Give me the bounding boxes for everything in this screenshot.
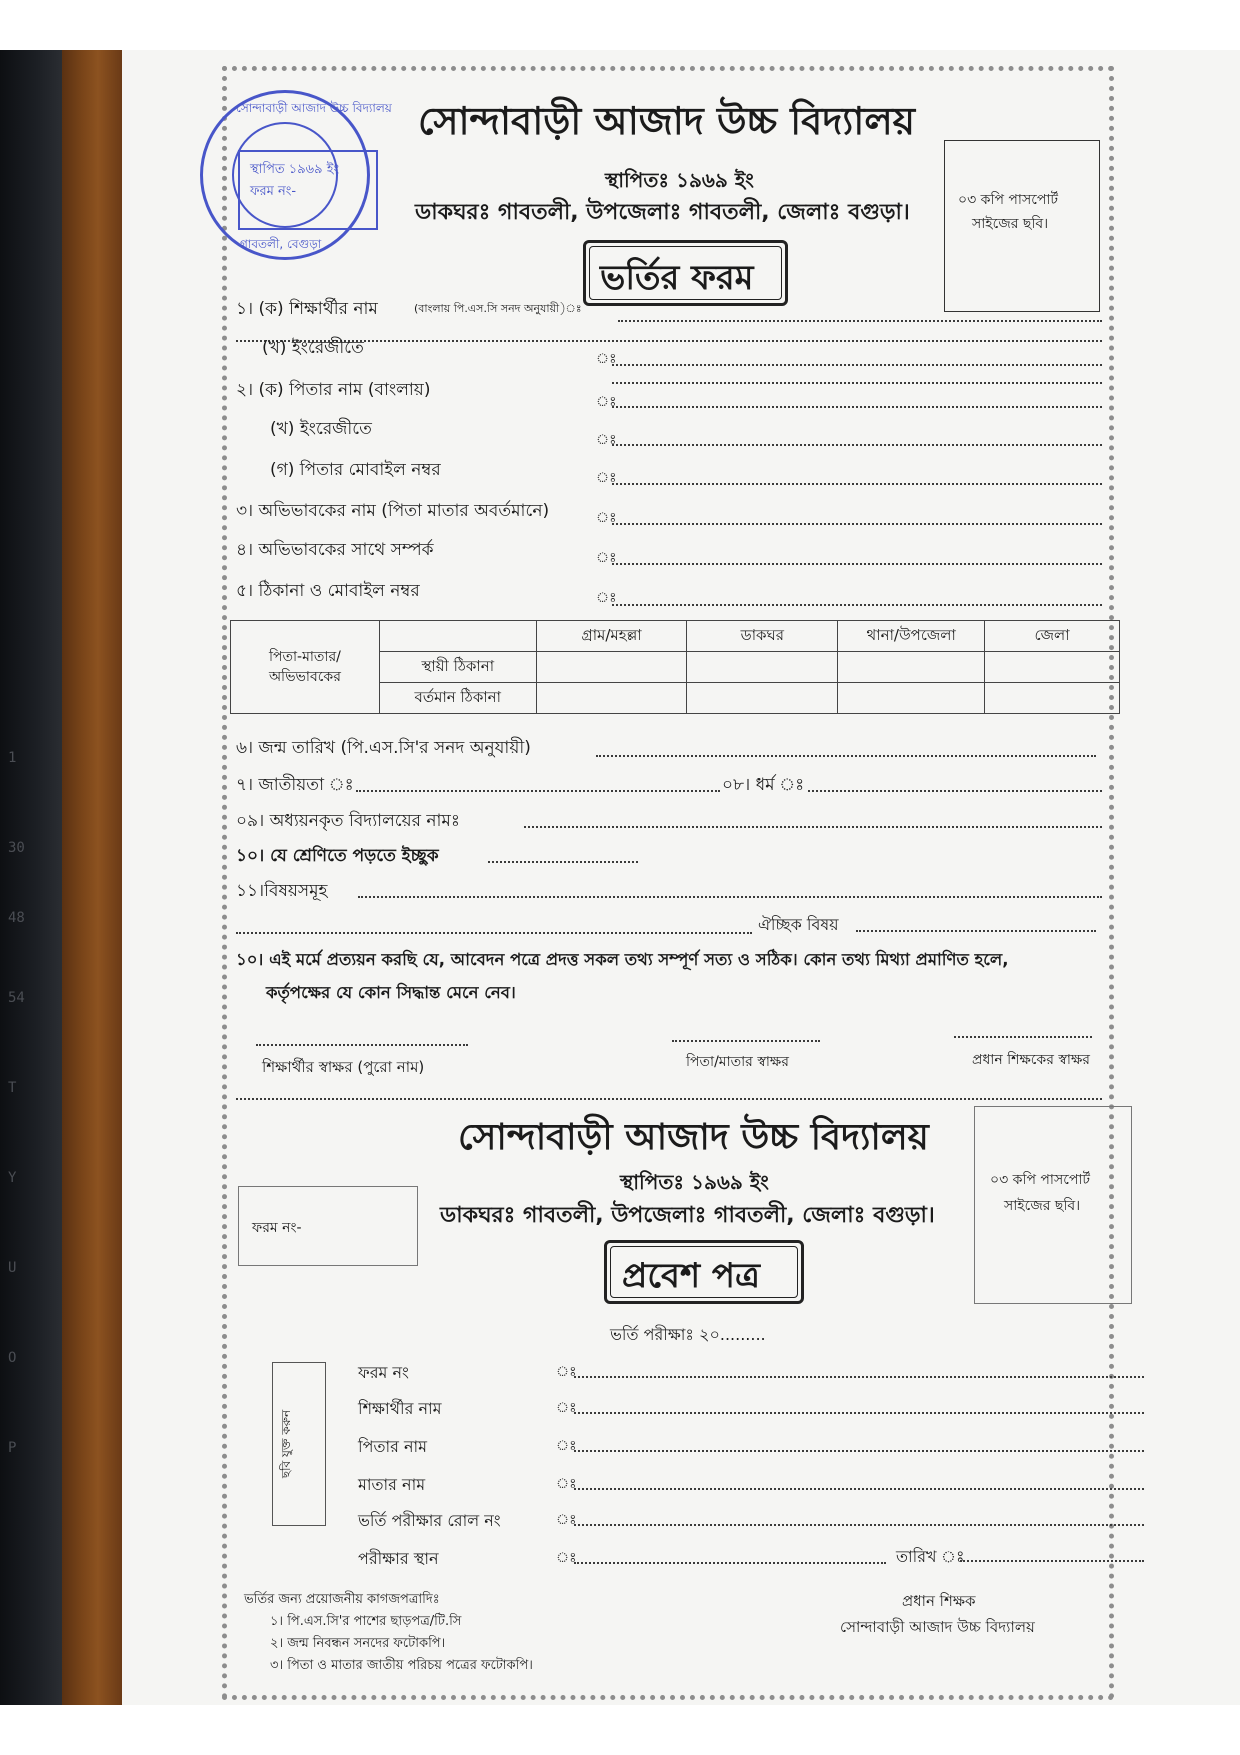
field-father-name-bn: ২। (ক) পিতার নাম (বাংলায়)	[236, 380, 431, 400]
sep: ঃ	[556, 1400, 577, 1416]
line-student-name-bn-cont[interactable]	[236, 340, 1102, 342]
field-subjects: ১১।বিষয়সমূহ	[236, 881, 328, 901]
form-title: ভর্তির ফরম	[600, 258, 754, 298]
sep: ঃ	[596, 432, 617, 448]
field-religion: ০৮। ধর্ম ঃ	[722, 775, 805, 795]
field-address-mobile: ৫। ঠিকানা ও মোবাইল নম্বর	[236, 581, 420, 601]
seal-outer-text: সোন্দাবাড়ী আজাদ উচ্চ বিদ্যালয়	[236, 101, 392, 115]
photo-box-line1: ০৩ কপি পাসপোর্ট	[958, 192, 1059, 208]
signature-parent-label: পিতা/মাতার স্বাক্ষর	[686, 1054, 789, 1070]
wooden-desk-edge	[62, 50, 122, 1705]
admit-line-mother-name[interactable]	[574, 1488, 1144, 1490]
school-name: সোন্দাবাড়ী আজাদ উচ্চ বিদ্যালয়	[418, 99, 916, 143]
sep: ঃ	[556, 1364, 577, 1380]
keyboard-area	[0, 50, 62, 1705]
admit-line-father-name[interactable]	[574, 1450, 1144, 1452]
sep: ঃ	[556, 1512, 577, 1528]
cell-permanent-village[interactable]	[536, 652, 687, 683]
line-subjects[interactable]	[358, 896, 1102, 898]
key-glyph: O	[8, 1350, 17, 1366]
cell-present-post[interactable]	[687, 683, 838, 714]
line-father-name-en[interactable]	[612, 444, 1102, 446]
signature-headmaster-label: প্রধান শিক্ষকের স্বাক্ষর	[972, 1052, 1090, 1068]
line-father-mobile[interactable]	[612, 483, 1102, 485]
admit-field-father-name: পিতার নাম	[358, 1437, 428, 1456]
key-glyph: T	[8, 1080, 17, 1096]
row-permanent-address: স্থায়ী ঠিকানা	[379, 652, 536, 683]
sep: ঃ	[596, 394, 617, 410]
line-student-name-bn[interactable]	[618, 320, 1102, 322]
admit-school-name: সোন্দাবাড়ী আজাদ উচ্চ বিদ্যালয়	[458, 1117, 929, 1158]
top-margin	[0, 0, 1240, 50]
field-student-name-bn: ১। (ক) শিক্ষার্থীর নাম	[236, 299, 378, 319]
line-student-name-en[interactable]	[612, 364, 1102, 366]
field-optional-subject: ঐচ্ছিক বিষয়	[758, 915, 839, 934]
line-nationality[interactable]	[356, 790, 720, 792]
required-doc-2: ২। জন্ম নিবন্ধন সনদের ফটোকপি।	[270, 1636, 446, 1651]
line-religion[interactable]	[808, 790, 1102, 792]
sep: ঃ	[556, 1438, 577, 1454]
field-guardian-name: ৩। অভিভাবকের নাম (পিতা মাতার অবর্তমানে)	[236, 501, 550, 521]
admit-photo-line1: ০৩ কপি পাসপোর্ট	[990, 1172, 1091, 1188]
line-father-name-bn[interactable]	[612, 406, 1102, 408]
group-label-line1: পিতা-মাতার/	[268, 649, 341, 665]
col-post-office: ডাকঘর	[687, 621, 838, 652]
address: ডাকঘরঃ গাবতলী, উপজেলাঃ গাবতলী, জেলাঃ বগুড়া।	[415, 200, 910, 225]
line-student-name-en-cont[interactable]	[612, 382, 1102, 384]
line-address-mobile[interactable]	[612, 604, 1102, 606]
admit-line-date[interactable]	[960, 1560, 1144, 1562]
signature-line-student[interactable]	[256, 1044, 468, 1046]
signature-student-label: শিক্ষার্থীর স্বাক্ষর (পুরো নাম)	[262, 1058, 425, 1076]
field-student-name-note: (বাংলায় পি.এস.সি সনদ অনুযায়ী)ঃ	[414, 302, 582, 315]
required-docs-title: ভর্তির জন্য প্রয়োজনীয় কাগজপত্রাদিঃ	[244, 1592, 440, 1607]
address-table	[230, 620, 1120, 714]
group-label-line2: অভিভাবকের	[268, 669, 341, 685]
sep: ঃ	[556, 1550, 577, 1566]
line-subjects-cont[interactable]	[236, 932, 752, 934]
declaration-line1: ১০। এই মর্মে প্রত্যয়ন করছি যে, আবেদন পত্রে প্রদত্ত সকল তথ্য সম্পূর্ণ সত্য ও সঠিক। কোন তথ্য মিথ্যা প্রমাণিত হলে,	[236, 950, 1009, 969]
key-glyph: Y	[8, 1170, 17, 1186]
headmaster-title: প্রধান শিক্ষক	[902, 1592, 976, 1610]
field-prev-school: ০৯। অধ্যয়নকৃত বিদ্যালয়ের নামঃ	[236, 811, 460, 831]
line-prev-school[interactable]	[524, 826, 1102, 828]
admit-line-roll[interactable]	[574, 1524, 1144, 1526]
required-doc-3: ৩। পিতা ও মাতার জাতীয় পরিচয় পত্রের ফটোকপি।	[270, 1658, 533, 1673]
line-guardian-relation[interactable]	[612, 563, 1102, 565]
admit-address: ডাকঘরঃ গাবতলী, উপজেলাঃ গাবতলী, জেলাঃ বগুড়া।	[440, 1203, 935, 1228]
signature-line-parent[interactable]	[672, 1040, 820, 1042]
cut-line	[236, 1098, 1102, 1100]
admit-photo-line2: সাইজের ছবি।	[1004, 1198, 1081, 1214]
cell-permanent-district[interactable]	[985, 652, 1120, 683]
key-glyph: U	[8, 1260, 17, 1276]
key-glyph: P	[8, 1440, 17, 1456]
admit-date-label: তারিখ ঃ	[896, 1547, 965, 1566]
row-present-address: বর্তমান ঠিকানা	[379, 683, 536, 714]
sep: ঃ	[596, 510, 617, 526]
key-glyph: 1	[8, 750, 17, 766]
key-glyph: 30	[8, 840, 25, 856]
seal-line1: স্থাপিত ১৯৬৯ ইং	[250, 162, 340, 177]
field-class-wanted: ১০। যে শ্রেণিতে পড়তে ইচ্ছুক	[236, 846, 439, 866]
signature-line-headmaster[interactable]	[954, 1036, 1092, 1038]
admit-line-exam-venue[interactable]	[574, 1562, 886, 1564]
sep: ঃ	[596, 470, 617, 486]
field-student-name-en: (খ) ইংরেজীতে	[262, 338, 364, 358]
cell-permanent-upazila[interactable]	[838, 652, 985, 683]
admit-line-form-no[interactable]	[574, 1376, 1144, 1378]
admit-field-roll: ভর্তি পরীক্ষার রোল নং	[358, 1511, 501, 1530]
line-guardian-name[interactable]	[612, 523, 1102, 525]
admit-field-mother-name: মাতার নাম	[358, 1475, 426, 1494]
photo-box-line2: সাইজের ছবি।	[972, 216, 1049, 232]
field-nationality: ৭। জাতীয়তা ঃ	[236, 775, 354, 795]
cell-present-village[interactable]	[536, 683, 687, 714]
cell-present-district[interactable]	[985, 683, 1120, 714]
line-class-wanted[interactable]	[488, 861, 638, 863]
sep: ঃ	[596, 590, 617, 606]
admit-field-exam-venue: পরীক্ষার স্থান	[358, 1549, 439, 1568]
cell-present-upazila[interactable]	[838, 683, 985, 714]
col-village: গ্রাম/মহল্লা	[536, 621, 687, 652]
field-father-mobile: (গ) পিতার মোবাইল নম্বর	[270, 460, 441, 480]
table-corner-cell	[379, 621, 536, 652]
admit-title: প্রবেশ পত্র	[622, 1256, 760, 1296]
bottom-margin	[0, 1705, 1240, 1755]
field-dob: ৬। জন্ম তারিখ (পি.এস.সি'র সনদ অনুযায়ী)	[236, 738, 531, 758]
sep: ঃ	[596, 550, 617, 566]
line-optional-subject[interactable]	[856, 930, 1096, 932]
seal-line2: ফরম নং-	[250, 184, 297, 199]
admit-form-no-label: ফরম নং-	[252, 1220, 302, 1236]
address-group-label	[231, 621, 380, 714]
line-dob[interactable]	[596, 755, 1096, 757]
required-doc-1: ১। পি.এস.সি'র পাশের ছাড়পত্র/টি.সি	[270, 1614, 462, 1629]
admit-exam: ভর্তি পরীক্ষাঃ ২০.........	[610, 1325, 766, 1344]
admit-field-form-no: ফরম নং	[358, 1363, 409, 1382]
sep: ঃ	[556, 1476, 577, 1492]
seal-bottom-text: গাবতলী, বেগুড়া	[240, 237, 322, 251]
admit-line-student-name[interactable]	[574, 1412, 1144, 1414]
field-guardian-relation: ৪। অভিভাবকের সাথে সম্পর্ক	[236, 540, 434, 560]
key-glyph: 54	[8, 990, 25, 1006]
headmaster-school: সোন্দাবাড়ী আজাদ উচ্চ বিদ্যালয়	[840, 1618, 1035, 1636]
admit-field-student-name: শিক্ষার্থীর নাম	[358, 1399, 442, 1418]
field-father-name-en: (খ) ইংরেজীতে	[270, 419, 372, 439]
sep: ঃ	[596, 351, 617, 367]
key-glyph: 48	[8, 910, 25, 926]
admit-established: স্থাপিতঃ ১৯৬৯ ইং	[620, 1170, 769, 1194]
cell-permanent-post[interactable]	[687, 652, 838, 683]
declaration-line2: কর্তৃপক্ষের যে কোন সিদ্ধান্ত মেনে নেব।	[266, 983, 516, 1002]
admit-photo-side-text: ছবি যুক্ত করুন	[279, 1409, 294, 1479]
col-upazila: থানা/উপজেলা	[838, 621, 985, 652]
established: স্থাপিতঃ ১৯৬৯ ইং	[605, 168, 754, 192]
col-district: জেলা	[985, 621, 1120, 652]
